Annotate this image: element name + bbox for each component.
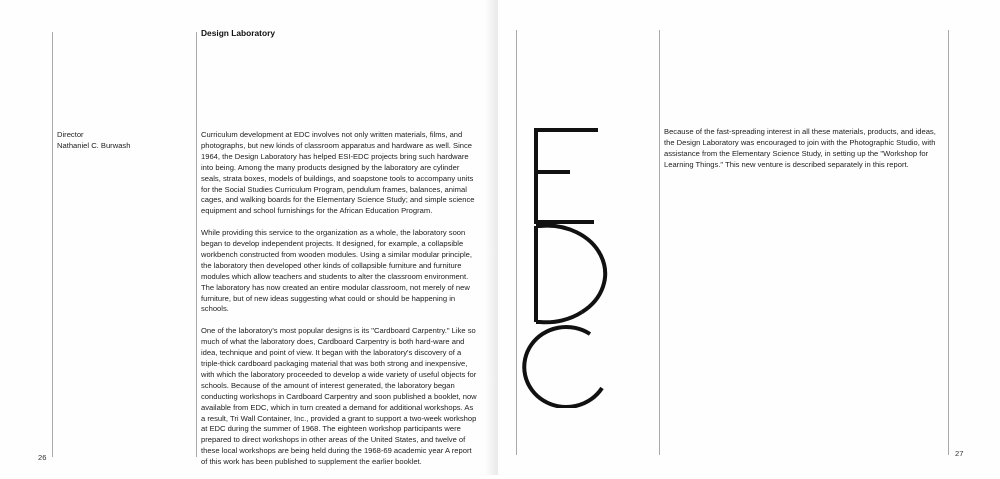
column-rule-left: [52, 32, 53, 457]
column-rule-middle: [659, 30, 660, 455]
paragraph: While providing this service to the organization as a whole, the laboratory soon began to develop independent projects. It designed, for example, a collapsible workbench constructed from wooden modules. Using a similar modular principle, the laboratory then developed other kinds of collapsible furniture and furniture modules which allow teachers and students to alter the classroom environment. The laboratory has now created an entire modular classroom, not merely of new furniture, but of new ideas suggesting what could or should be happening in schools.: [201, 228, 472, 314]
body-text: [664, 127, 944, 182]
director-block: [57, 130, 192, 152]
column-rule-right: [948, 30, 949, 455]
paragraph: Curriculum development at EDC involves not only written materials, films, and photographs, but new kinds of classroom apparatus and hardware as well. Since 1964, the Design Laboratory has helped ESI-EDC projects bring such hardware into being. Among the many products designed by the laboratory are cylinder seals, strata boxes, models of buildings, and soapstone tools to accompany units for the Social Studies Curriculum Program, pendulum frames, balances, animal cages, and walking boards for the Elementary Science Study; and simple science equipment and school furnishings for the African Education Program.: [201, 130, 475, 216]
paragraph: Because of the fast-spreading interest in all these materials, products, and ideas, the Design Laboratory was encouraged to join with the Photographic Studio, with assistance from the Elementary Science Study, in setting up the "Workshop for Learning Things." This new venture is described separately in this report.: [664, 127, 936, 169]
left-page: [0, 0, 498, 475]
logo-letter-d: [536, 226, 605, 323]
director-name: Nathaniel C. Burwash: [57, 140, 131, 150]
section-heading: Design Laboratory: [201, 28, 275, 38]
paragraph: One of the laboratory's most popular designs is its "Cardboard Carpentry." Like so much of what the laboratory does, Cardboard Carpentry is both hard-ware and idea, technique and point of view. It began with the laboratory's discovery of a triple-thick cardboard packaging material that was both strong and inexpensive, with which the laboratory proceeded to develop a wide variety of useful objects for schools. Because of the amount of interest generated, the laboratory began conducting workshops in Cardboard Carpentry and soon published a booklet, now available from EDC, which in turn created a demand for additional workshops. As a result, Tri Wall Container, Inc., provided a grant to support a two-week workshop at EDC during the summer of 1968. The eighteen workshop participants were prepared to direct workshops in other areas of the United States, and twelve of these local workshops are being held during the 1968-69 academic year A report of this work has been published to supplement the earlier booklet.: [201, 326, 477, 467]
edc-logo: [520, 128, 612, 408]
logo-letter-c: [524, 327, 602, 407]
logo-letter-e: [536, 128, 598, 224]
page-number: 26: [38, 453, 47, 462]
page-number: 27: [955, 449, 964, 458]
director-label: Director: [57, 130, 84, 139]
column-rule-middle: [196, 32, 197, 457]
column-rule-left: [516, 30, 517, 455]
body-text: [201, 130, 478, 479]
